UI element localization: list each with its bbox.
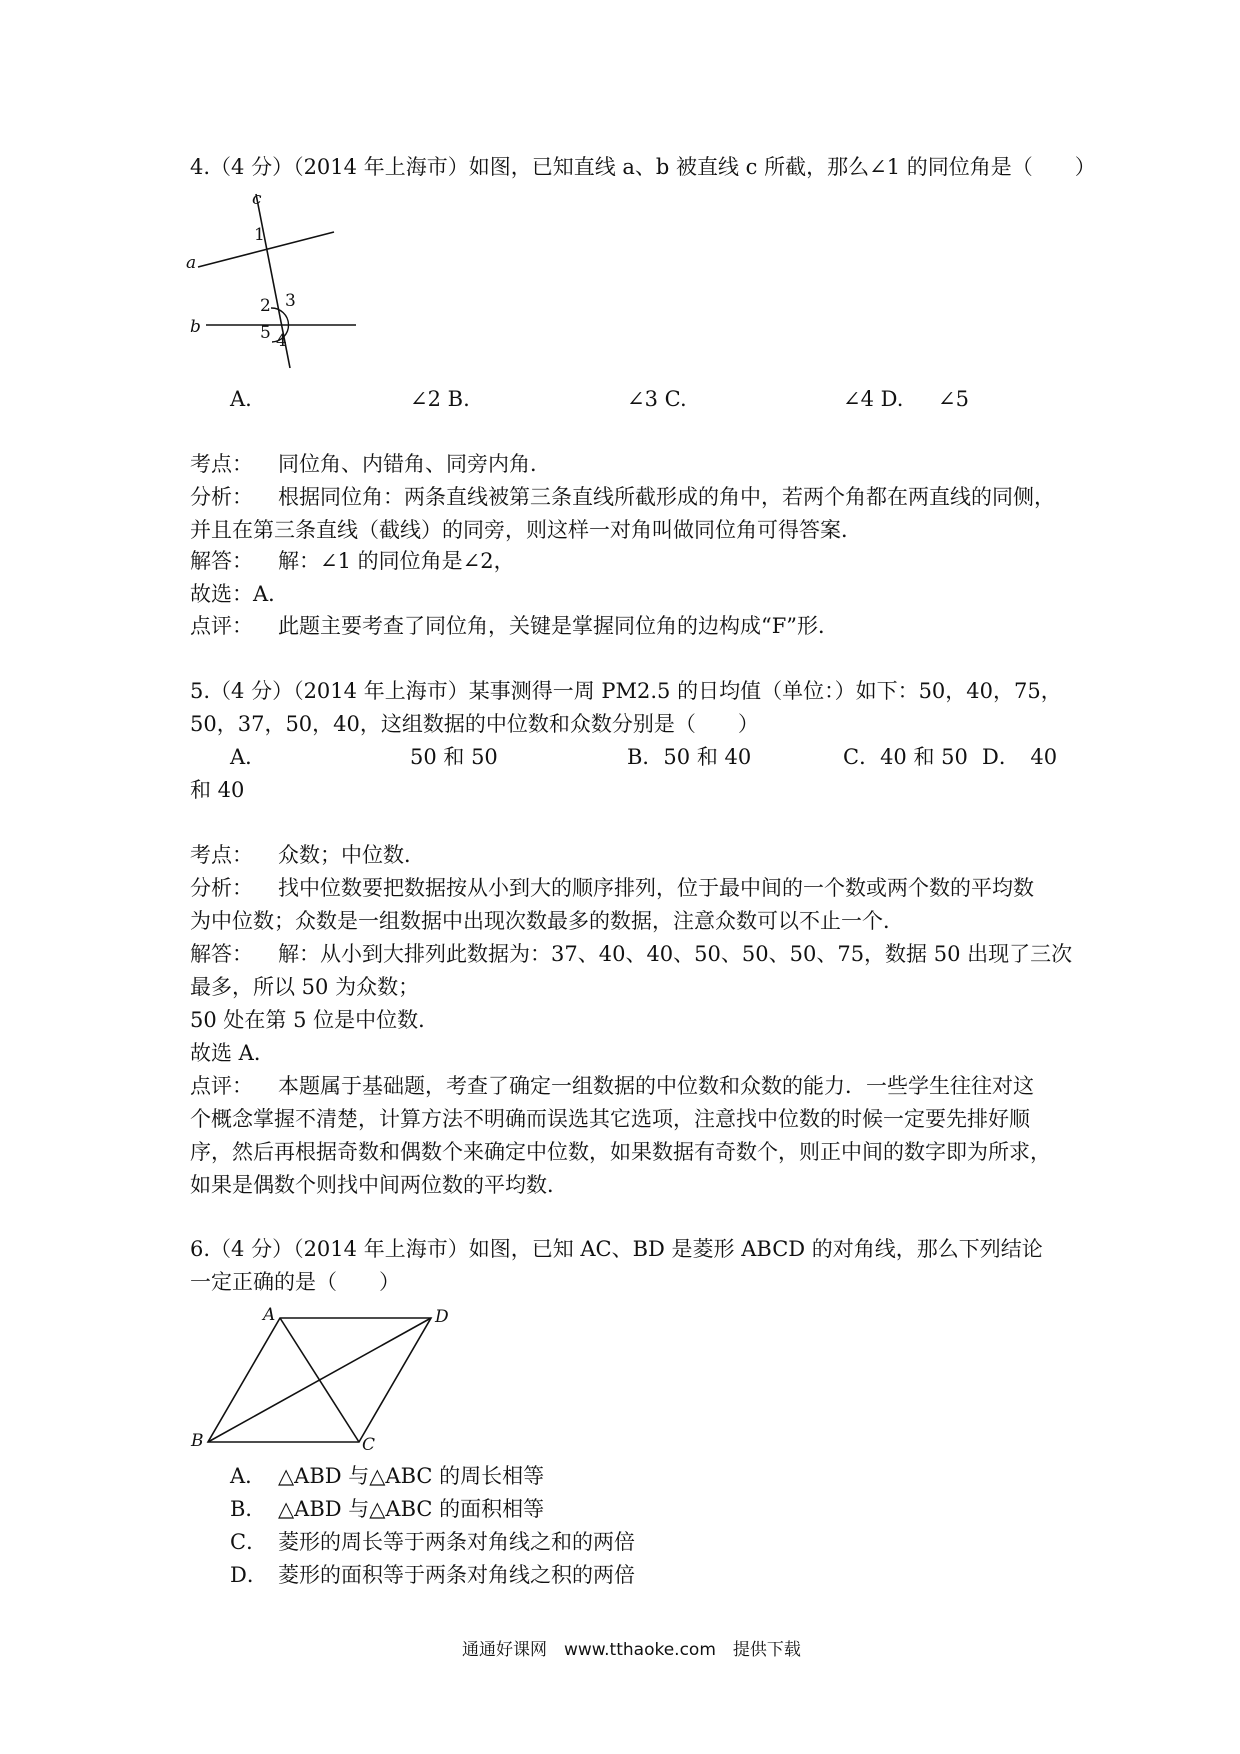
q4-guxuan: 故选：A． <box>190 582 290 606</box>
q5-option-a: A． <box>230 745 267 769</box>
q5-stem-2: 50，37，50，40，这组数据的中位数和众数分别是（ ） <box>190 712 759 736</box>
q4-option-c-val: ∠4 D. <box>843 387 904 411</box>
q6-stem-2: 一定正确的是（ ） <box>190 1270 400 1294</box>
q4-option-a: A. <box>230 387 252 411</box>
q5-option-d-cont: 和 40 <box>190 778 245 802</box>
q4-stem: 4.（4 分）（2014 年上海市）如图，已知直线 a、b 被直线 c 所截，那么∠1 的同位角是（ ） <box>190 155 1096 179</box>
page-footer: 通通好课网 www.tthaoke.com 提供下载 <box>462 1640 801 1660</box>
q4-dianping-label: 点评： <box>190 614 253 638</box>
label-b: b <box>190 317 201 337</box>
q6-option-b-text: △ABD 与△ABC 的面积相等 <box>278 1497 545 1521</box>
q4-kaodian-label: 考点： <box>190 452 253 476</box>
q5-dianping-2: 个概念掌握不清楚，计算方法不明确而误选其它选项，注意找中位数的时候一定要先排好顺 <box>190 1107 1030 1131</box>
q5-dianping-4: 如果是偶数个则找中间两位数的平均数． <box>190 1173 568 1197</box>
q6-option-a-letter: A． <box>230 1464 267 1488</box>
q4-kaodian: 同位角、内错角、同旁内角． <box>278 452 551 476</box>
q4-option-b-val: ∠3 C. <box>627 387 687 411</box>
q6-option-b-letter: B． <box>230 1497 267 1521</box>
q4-figure <box>186 186 356 376</box>
q5-fenxi-label: 分析： <box>190 876 253 900</box>
q6-rhombus-figure <box>186 1300 456 1450</box>
q4-dianping: 此题主要考查了同位角，关键是掌握同位角的边构成“F”形． <box>278 614 840 638</box>
q5-option-d: D． 40 <box>982 745 1058 769</box>
q5-jieda-label: 解答： <box>190 942 253 966</box>
angle-5-label: 5 <box>260 323 271 343</box>
q5-dianping-1: 本题属于基础题，考查了确定一组数据的中位数和众数的能力．一些学生往往对这 <box>278 1074 1034 1098</box>
q5-jieda-2: 最多，所以 50 为众数； <box>190 975 420 999</box>
q5-dianping-3: 序，然后再根据奇数和偶数个来确定中位数，如果数据有奇数个，则正中间的数字即为所求， <box>190 1140 1051 1164</box>
q6-option-c-text: 菱形的周长等于两条对角线之和的两倍 <box>278 1530 635 1554</box>
q4-option-d-val: ∠5 <box>938 387 969 411</box>
angle-3-label: 3 <box>285 291 296 311</box>
vertex-a-label: A <box>263 1305 276 1325</box>
q4-jieda-label: 解答： <box>190 549 253 573</box>
q5-stem-1: 5.（4 分）（2014 年上海市）某事测得一周 PM2.5 的日均值（单位：）如下：50，40，75， <box>190 679 1062 703</box>
q4-fenxi-2: 并且在第三条直线（截线）的同旁，则这样一对角叫做同位角可得答案． <box>190 518 862 542</box>
angle-1-label: 1 <box>254 225 265 245</box>
q4-fenxi-label: 分析： <box>190 485 253 509</box>
q6-option-c-letter: C． <box>230 1530 268 1554</box>
q6-option-a-text: △ABD 与△ABC 的周长相等 <box>278 1464 545 1488</box>
vertex-d-label: D <box>435 1307 449 1327</box>
q5-option-c: C．40 和 50 <box>843 745 968 769</box>
q4-jieda-1: 解：∠1 的同位角是∠2， <box>278 549 515 573</box>
q5-fenxi-2: 为中位数；众数是一组数据中出现次数最多的数据，注意众数可以不止一个． <box>190 909 904 933</box>
line-a <box>198 232 334 267</box>
label-c: c <box>252 189 262 209</box>
q6-stem-1: 6.（4 分）（2014 年上海市）如图，已知 AC、BD 是菱形 ABCD 的对角线，那么下列结论 <box>190 1237 1043 1261</box>
q5-guxuan: 故选 A． <box>190 1041 275 1065</box>
label-a: a <box>186 253 197 273</box>
q4-fenxi-1: 根据同位角：两条直线被第三条直线所截形成的角中，若两个角都在两直线的同侧， <box>278 485 1055 509</box>
q4-option-a-val: ∠2 B. <box>410 387 470 411</box>
q5-fenxi-1: 找中位数要把数据按从小到大的顺序排列，位于最中间的一个数或两个数的平均数 <box>278 876 1034 900</box>
q5-kaodian-label: 考点： <box>190 843 253 867</box>
q5-kaodian: 众数；中位数． <box>278 843 425 867</box>
q6-option-d-letter: D． <box>230 1563 268 1587</box>
q5-dianping-label: 点评： <box>190 1074 253 1098</box>
angle-4-label: 4 <box>276 331 287 351</box>
q5-jieda-3: 50 处在第 5 位是中位数． <box>190 1008 440 1032</box>
q6-option-d-text: 菱形的面积等于两条对角线之积的两倍 <box>278 1563 635 1587</box>
vertex-c-label: C <box>362 1435 376 1450</box>
vertex-b-label: B <box>191 1431 204 1450</box>
q5-option-b: B．50 和 40 <box>627 745 752 769</box>
diagonal-bd <box>208 1318 431 1442</box>
q5-jieda-1: 解：从小到大排列此数据为：37、40、40、50、50、50、75，数据 50 出现了三次 <box>278 942 1073 966</box>
q5-option-a-val: 50 和 50 <box>410 745 498 769</box>
angle-2-label: 2 <box>260 296 271 316</box>
